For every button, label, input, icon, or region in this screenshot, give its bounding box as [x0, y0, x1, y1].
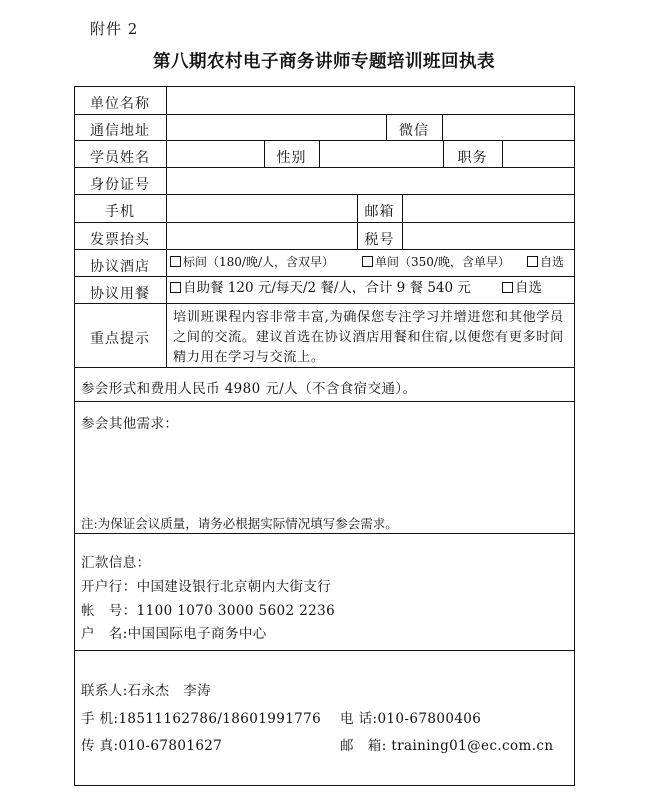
position-field[interactable]: [503, 141, 574, 166]
mobile-label: 手机: [105, 204, 135, 220]
invoice-title-label: 发票抬头: [90, 232, 150, 248]
account-holder-line: 户 名:中国国际电子商务中心: [81, 626, 267, 642]
other-needs-note: 注:为保证会议质量，请务必根据实际情况填写参会需求。: [81, 516, 398, 531]
meal-option-buffet[interactable]: [170, 282, 471, 296]
id-number-label: 身份证号: [90, 177, 150, 193]
row-divider: [74, 401, 575, 402]
address-label: 通信地址: [90, 123, 150, 139]
contacts-line: 联系人:石永杰 李涛: [81, 683, 212, 699]
contact-fax-line: 传 真:010-67801627: [81, 738, 223, 754]
hotel-option-self[interactable]: [527, 256, 564, 268]
notice-label: 重点提示: [90, 331, 150, 347]
mobile-field[interactable]: [167, 195, 356, 221]
email-field[interactable]: [403, 195, 574, 221]
wechat-label: 微信: [399, 123, 429, 139]
unit-name-label: 单位名称: [90, 96, 150, 112]
checkbox-icon: [527, 256, 538, 267]
checkbox-icon: [170, 256, 181, 267]
row-divider: [74, 276, 575, 277]
position-label: 职务: [457, 150, 488, 166]
checkbox-icon: [170, 282, 181, 293]
meal-option-self-label: 自选: [515, 280, 542, 296]
meal-option-buffet-label: 自助餐 120 元/每天/2 餐/人，合计 9 餐 540 元: [183, 280, 471, 296]
unit-name-field[interactable]: [166, 88, 575, 113]
address-field[interactable]: [167, 115, 385, 139]
contact-email-line: 邮 箱: training01@ec.com.cn: [340, 738, 554, 754]
hotel-label: 协议酒店: [90, 259, 150, 275]
row-divider: [74, 650, 575, 651]
email-label: 邮箱: [364, 204, 395, 220]
attachment-label: 附件 2: [90, 20, 139, 38]
hotel-option-self-label: 自选: [540, 255, 565, 269]
notice-text: 培训班课程内容非常丰富,为确保您专注学习并增进您和其他学员之间的交流。建议首选在协议酒店用餐和住宿,以便您有更多时间精力用在学习与交流上。: [173, 310, 564, 365]
checkbox-icon: [362, 256, 373, 267]
row-divider: [74, 249, 575, 250]
hotel-option-standard-label: 标间（180/晚/人，含双早）: [183, 255, 334, 269]
row-divider: [74, 533, 575, 534]
wechat-field[interactable]: [443, 115, 574, 139]
fee-text: 参会形式和费用人民币 4980 元/人（不含食宿交通）。: [81, 381, 417, 397]
meal-label: 协议用餐: [90, 286, 150, 302]
account-line: 帐 号：1100 1070 3000 5602 2236: [81, 603, 336, 619]
other-needs-field[interactable]: [75, 430, 574, 510]
tax-id-field[interactable]: [403, 223, 574, 248]
id-number-field[interactable]: [167, 168, 574, 193]
checkbox-icon: [502, 282, 513, 293]
hotel-option-standard[interactable]: [170, 256, 334, 268]
invoice-title-field[interactable]: [167, 223, 356, 248]
tax-id-label: 税号: [364, 232, 395, 248]
contact-phone-line: 电 话:010-67800406: [340, 711, 482, 727]
hotel-option-single[interactable]: [362, 256, 510, 268]
student-name-label: 学员姓名: [90, 150, 150, 166]
gender-label: 性别: [276, 150, 307, 166]
remittance-heading: 汇款信息：: [81, 555, 151, 571]
meal-option-self[interactable]: [502, 282, 542, 296]
other-needs-label: 参会其他需求：: [81, 416, 179, 432]
bank-line: 开户行：中国建设银行北京朝内大街支行: [81, 579, 332, 595]
contact-mobile-line: 手 机:18511162786/18601991776: [81, 711, 322, 727]
student-name-field[interactable]: [167, 141, 263, 166]
hotel-option-single-label: 单间（350/晚，含单早）: [375, 255, 510, 269]
page-title: 第八期农村电子商务讲师专题培训班回执表: [153, 52, 495, 72]
row-divider: [74, 303, 575, 304]
gender-field[interactable]: [320, 141, 442, 166]
